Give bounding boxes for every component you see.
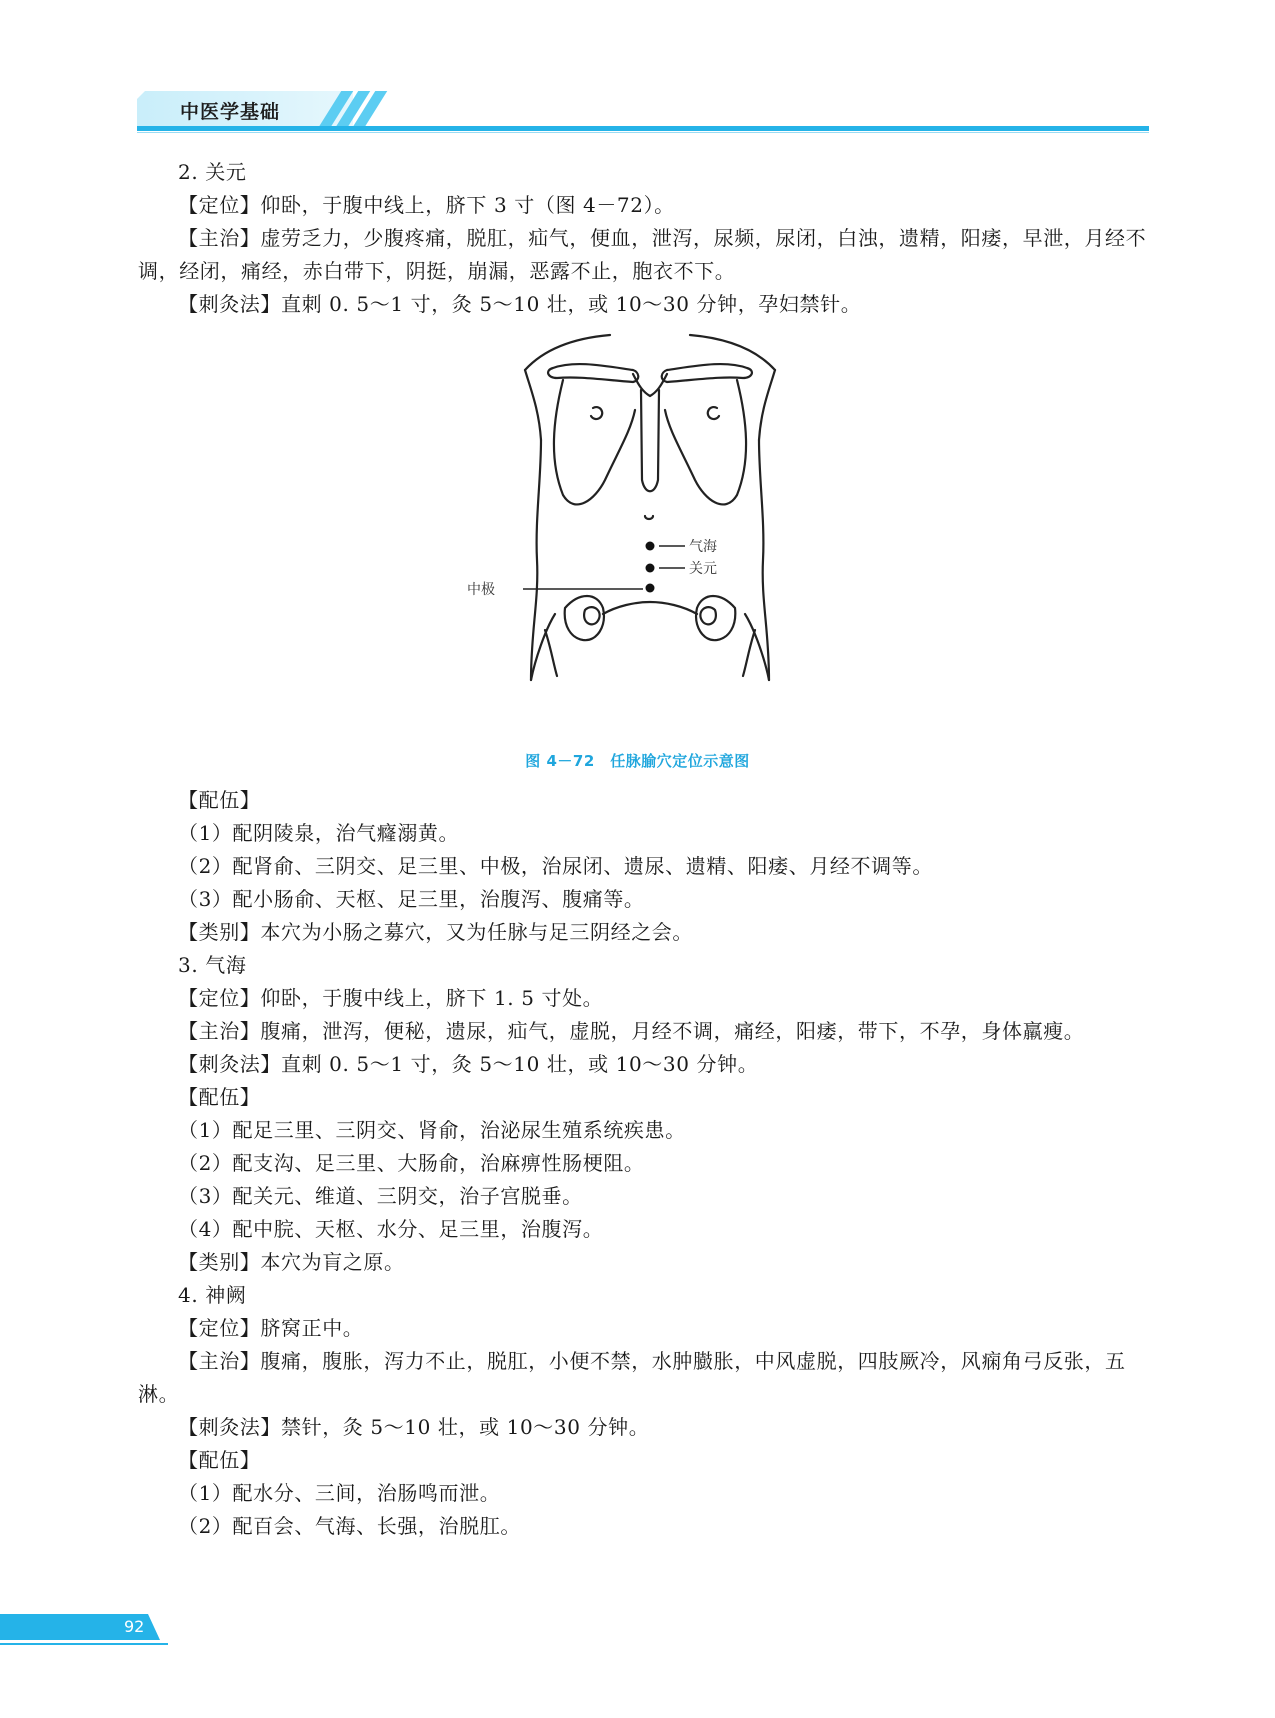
label-qihai: 气海 [689, 539, 717, 555]
figure-caption: 图 4－72 任脉腧穴定位示意图 [525, 752, 750, 770]
paragraph: 【类别】本穴为小肠之募穴，又为任脉与足三阴经之会。 [178, 920, 693, 944]
paragraph: （2）配百会、气海、长强，治脱肛。 [178, 1514, 521, 1538]
section-heading: 3. 气海 [178, 953, 247, 977]
paragraph: 【配伍】 [178, 1085, 261, 1109]
paragraph: （3）配关元、维道、三阴交，治子宫脱垂。 [178, 1184, 583, 1208]
paragraph: 【主治】腹痛，腹胀，泻力不止，脱肛，小便不禁，水肿臌胀，中风虚脱，四肢厥冷，风痫角弓反张，五淋。 [138, 1349, 1126, 1406]
running-title: 中医学基础 [180, 101, 281, 123]
header-rule-thin [137, 132, 1149, 133]
paragraph: （1）配水分、三间，治肠鸣而泄。 [178, 1481, 501, 1505]
paragraph: 【刺灸法】直刺 0. 5～1 寸，灸 5～10 壮，或 10～30 分钟，孕妇禁针。 [178, 292, 862, 316]
label-zhongji: 中极 [467, 582, 495, 598]
paragraph: （1）配阴陵泉，治气癃溺黄。 [178, 821, 460, 845]
paragraph: 【配伍】 [178, 788, 261, 812]
paragraph: （3）配小肠俞、天枢、足三里，治腹泻、腹痛等。 [178, 887, 645, 911]
paragraph: 【主治】虚劳乏力，少腹疼痛，脱肛，疝气，便血，泄泻，尿频，尿闭，白浊，遗精，阳痿，早泄，月经不调，经闭，痛经，赤白带下，阴挺，崩漏，恶露不止，胞衣不下。 [138, 226, 1147, 283]
page-header [0, 0, 1275, 140]
paragraph: 【主治】腹痛，泄泻，便秘，遗尿，疝气，虚脱，月经不调，痛经，阳痿，带下，不孕，身体羸瘦。 [178, 1019, 1085, 1043]
header-rule [137, 126, 1149, 131]
paragraph: （2）配支沟、足三里、大肠俞，治麻痹性肠梗阻。 [178, 1151, 645, 1175]
text-block-continued [138, 784, 1150, 1543]
paragraph: （1）配足三里、三阴交、肾俞，治泌尿生殖系统疾患。 [178, 1118, 686, 1142]
paragraph: 【类别】本穴为肓之原。 [178, 1250, 405, 1274]
footer-rule [0, 1643, 168, 1645]
paragraph: 【配伍】 [178, 1448, 261, 1472]
torso-illustration [467, 330, 795, 735]
paragraph: （2）配肾俞、三阴交、足三里、中极，治尿闭、遗尿、遗精、阳痿、月经不调等。 [178, 854, 933, 878]
paragraph: 【定位】仰卧，于腹中线上，脐下 1. 5 寸处。 [178, 986, 604, 1010]
paragraph: 【刺灸法】直刺 0. 5～1 寸，灸 5～10 壮，或 10～30 分钟。 [178, 1052, 759, 1076]
paragraph: 【定位】仰卧，于腹中线上，脐下 3 寸（图 4－72）。 [178, 193, 675, 217]
section-heading: 4. 神阙 [178, 1283, 247, 1307]
paragraph: （4）配中脘、天枢、水分、足三里，治腹泻。 [178, 1217, 604, 1241]
section-heading: 2. 关元 [178, 160, 247, 184]
paragraph: 【刺灸法】禁针，灸 5～10 壮，或 10～30 分钟。 [178, 1415, 650, 1439]
text-block-guanyuan [138, 156, 1150, 321]
label-guanyuan: 关元 [689, 561, 717, 577]
acupoint-figure [467, 330, 795, 735]
paragraph: 【定位】脐窝正中。 [178, 1316, 364, 1340]
page-number: 92 [124, 1617, 145, 1636]
